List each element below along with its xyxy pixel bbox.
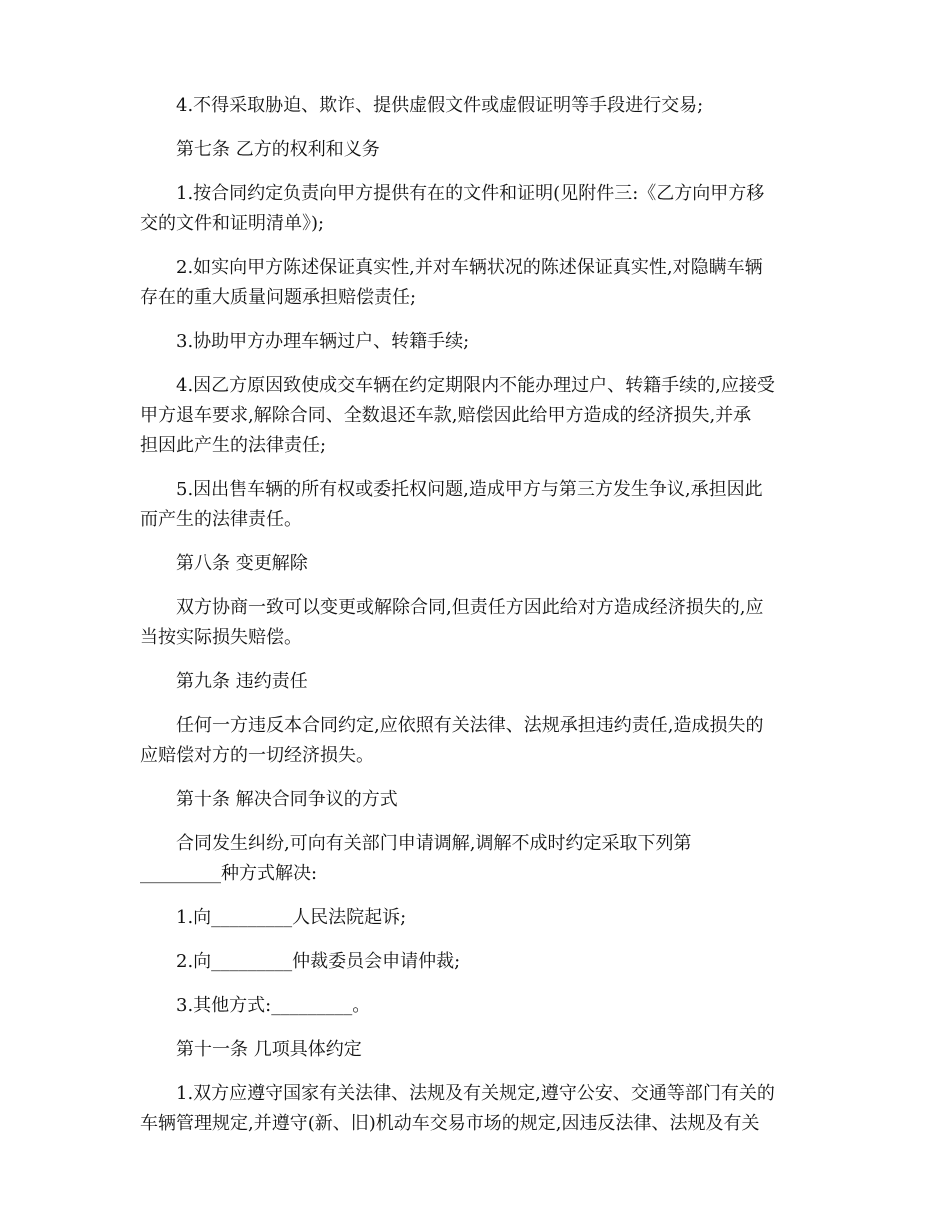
clause-item <box>140 475 812 535</box>
text-line: 1.按合同约定负责向甲方提供有在的文件和证明(见附件三:《乙方向甲方移 <box>176 183 765 204</box>
text-line: _________种方式解决: <box>140 863 318 884</box>
article-heading <box>140 135 812 165</box>
clause-item <box>140 1079 812 1139</box>
text-line: 当按实际损失赔偿。 <box>140 627 302 648</box>
text-line: 交的文件和证明清单》); <box>140 213 325 234</box>
clause-item <box>140 327 812 357</box>
text-line: 存在的重大质量问题承担赔偿责任; <box>140 287 417 308</box>
text-line: 任何一方违反本合同约定,应依照有关法律、法规承担违约责任,造成损失的 <box>176 715 764 736</box>
text-line: 4.不得采取胁迫、欺诈、提供虚假文件或虚假证明等手段进行交易; <box>176 95 704 116</box>
text-line: 第十一条 几项具体约定 <box>176 1039 362 1060</box>
text-line: 第七条 乙方的权利和义务 <box>176 139 380 160</box>
text-line: 而产生的法律责任。 <box>140 509 302 530</box>
clause-item <box>140 371 812 461</box>
text-line: 1.双方应遵守国家有关法律、法规及有关规定,遵守公安、交通等部门有关的 <box>176 1083 775 1104</box>
clause-item <box>140 903 812 933</box>
article-heading <box>140 667 812 697</box>
text-line: 甲方退车要求,解除合同、全数退还车款,赔偿因此给甲方造成的经济损失,并承 <box>140 405 752 426</box>
text-line: 1.向_________人民法院起诉; <box>176 907 407 928</box>
clause-item <box>140 711 812 771</box>
text-line: 2.向_________仲裁委员会申请仲裁; <box>176 951 461 972</box>
text-line: 5.因出售车辆的所有权或委托权问题,造成甲方与第三方发生争议,承担因此 <box>176 479 763 500</box>
text-line: 第九条 违约责任 <box>176 671 308 692</box>
article-heading <box>140 1035 812 1065</box>
clause-item <box>140 253 812 313</box>
document-body <box>140 91 812 1153</box>
text-line: 车辆管理规定,并遵守(新、旧)机动车交易市场的规定,因违反法律、法规及有关 <box>140 1113 760 1134</box>
text-line: 双方协商一致可以变更或解除合同,但责任方因此给对方造成经济损失的,应 <box>176 597 764 618</box>
text-line: 担因此产生的法律责任; <box>140 435 327 456</box>
clause-item <box>140 947 812 977</box>
text-line: 3.协助甲方办理车辆过户、转籍手续; <box>176 331 470 352</box>
clause-item <box>140 593 812 653</box>
clause-item <box>140 829 812 889</box>
clause-item <box>140 991 812 1021</box>
text-line: 2.如实向甲方陈述保证真实性,并对车辆状况的陈述保证真实性,对隐瞒车辆 <box>176 257 763 278</box>
text-line: 第十条 解决合同争议的方式 <box>176 789 398 810</box>
text-line: 合同发生纠纷,可向有关部门申请调解,调解不成时约定采取下列第 <box>176 833 692 854</box>
text-line: 应赔偿对方的一切经济损失。 <box>140 745 374 766</box>
clause-item <box>140 179 812 239</box>
article-heading <box>140 549 812 579</box>
article-heading <box>140 785 812 815</box>
text-line: 第八条 变更解除 <box>176 553 308 574</box>
clause-item <box>140 91 812 121</box>
text-line: 3.其他方式:_________。 <box>176 995 371 1016</box>
text-line: 4.因乙方原因致使成交车辆在约定期限内不能办理过户、转籍手续的,应接受 <box>176 375 775 396</box>
